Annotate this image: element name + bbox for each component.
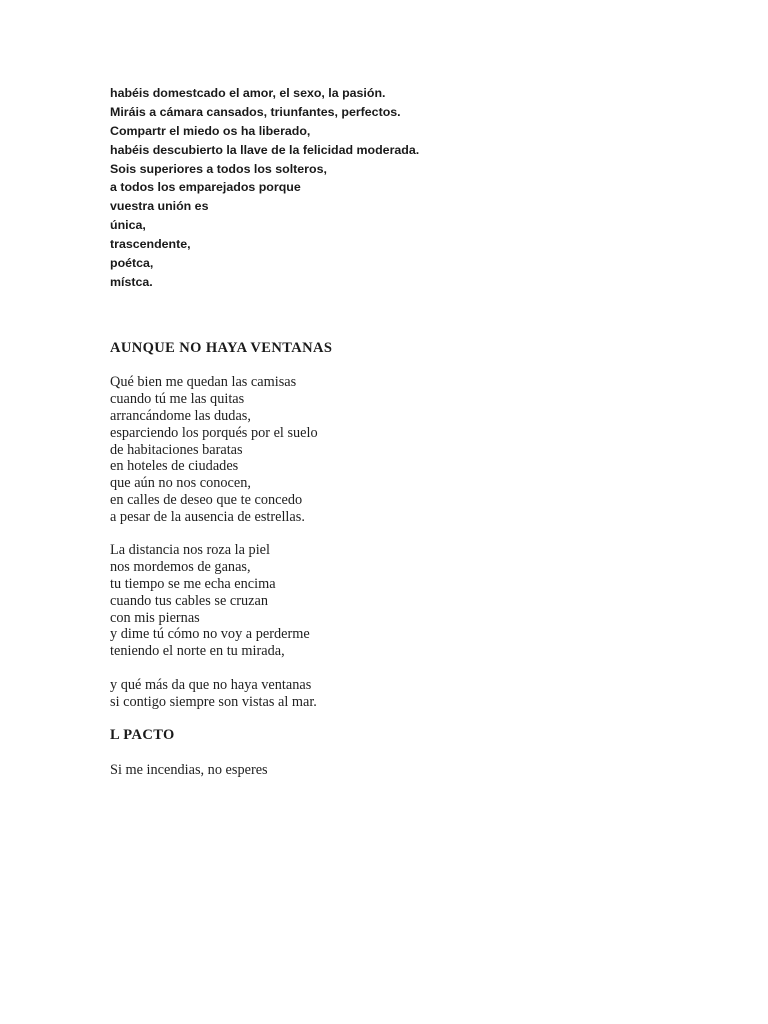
- poem-title: AUNQUE NO HAYA VENTANAS: [110, 340, 333, 356]
- poem-line: místca.: [110, 274, 153, 289]
- poem-line: Si me incendias, no esperes: [110, 762, 268, 778]
- poem-line: Qué bien me quedan las camisas: [110, 374, 297, 390]
- stanza: [110, 762, 710, 779]
- poem-line: teniendo el norte en tu mirada,: [110, 643, 285, 660]
- poem-line: La distancia nos roza la piel: [110, 542, 270, 558]
- stanza: [110, 542, 710, 660]
- poem-line: tu tiempo se me echa encima: [110, 575, 276, 592]
- poem-line: única,: [110, 218, 146, 233]
- poem-line: vuestra unión es: [110, 199, 209, 214]
- poem-line: cuando tú me las quitas: [110, 390, 245, 407]
- poem-line: habéis descubierto la llave de la felicidad moderada.: [110, 142, 420, 157]
- poem-line: cuando tus cables se cruzan: [110, 592, 268, 609]
- poem-line: y qué más da que no haya ventanas: [110, 677, 312, 693]
- stanza: [110, 374, 710, 526]
- poem-line: arrancándome las dudas,: [110, 407, 251, 424]
- poem-line: en calles de deseo que te concedo: [110, 492, 303, 509]
- poem-line: con mis piernas: [110, 609, 200, 626]
- poem-line: de habitaciones baratas: [110, 441, 243, 458]
- poem-line: a pesar de la ausencia de estrellas.: [110, 509, 305, 526]
- stanza: [110, 677, 710, 711]
- poem-line: Sois superiores a todos los solteros,: [110, 161, 327, 176]
- poem-line: nos mordemos de ganas,: [110, 558, 251, 575]
- poem-line: Miráis a cámara cansados, triunfantes, perfectos.: [110, 104, 401, 119]
- poem-line: en hoteles de ciudades: [110, 458, 239, 475]
- poem-line: que aún no nos conocen,: [110, 475, 251, 492]
- poem-line: trascendente,: [110, 237, 191, 252]
- poem-title: L PACTO: [110, 727, 175, 743]
- poem-line: esparciendo los porqués por el suelo: [110, 424, 318, 441]
- poem-line: poétca,: [110, 256, 154, 271]
- poem-line: habéis domestcado el amor, el sexo, la pasión.: [110, 86, 386, 100]
- poem-fragment-top: [110, 84, 710, 292]
- poem-line: a todos los emparejados porque: [110, 180, 301, 195]
- poem-line: Compartr el miedo os ha liberado,: [110, 123, 311, 138]
- poem-line: si contigo siempre son vistas al mar.: [110, 693, 317, 710]
- poem-line: y dime tú cómo no voy a perderme: [110, 626, 310, 643]
